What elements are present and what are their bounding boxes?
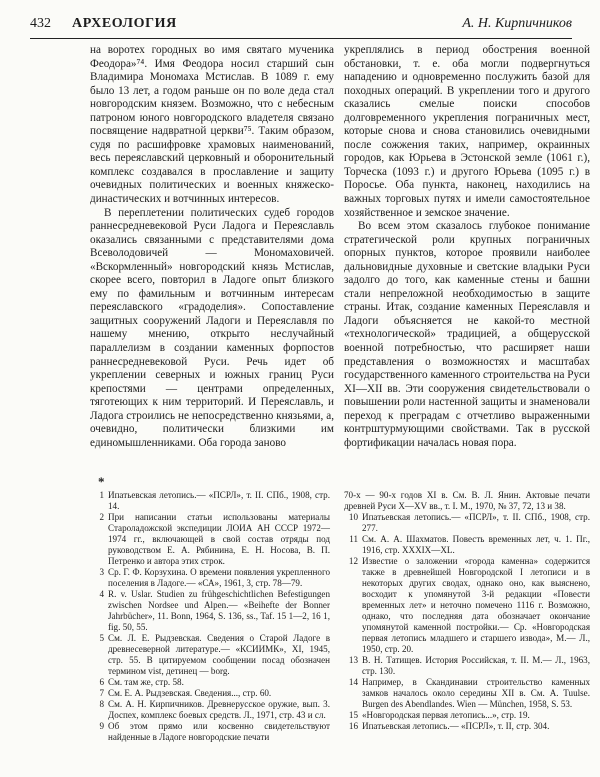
footnote-number: 8 bbox=[99, 699, 104, 709]
footnote bbox=[344, 556, 590, 655]
footnote-number: 13 bbox=[348, 655, 358, 665]
footnote-number: 15 bbox=[348, 710, 358, 720]
footnote-marker: * bbox=[98, 474, 105, 489]
footnote-text: Известие о заложении «города каменна» содержится также в древнейшей Новгородской I летописи и в некоторых других сводах, однако оно, как выяснено, восходит к упомянутой 3-й редакции «Повести временных лет» и неточно помечено 1116 г. Возможно, однако, что последняя дата обозначает окончание упомянутой каменной постройки.— Ср. «Новгородская первая летопись младшего и старшего извода», М.— Л., 1950, стр. 20. bbox=[362, 556, 590, 654]
page-number: 432 bbox=[30, 16, 51, 31]
paragraph: укреплялись в период обострения военной обстановки, т. е. оба могли подвергнуться нападению и одновременно послужить базой для походных операций. В укреплении того и другого сказались смелые поиски способов долговременного укрепления пограничных мест, которые снова и снова становились очевидными после сожжения таких, например, окраинных городов, как Юрьева в Эстонской земле (1061 г.), Торческа (1093 г.) и другого Юрьева (1095 г.) в Поросье. Оба пункта, наконец, находились на важных торговых путях и имели самостоятельное хозяйственное и земское значение. bbox=[344, 44, 590, 219]
footnote-number: 5 bbox=[99, 633, 104, 643]
footnote-number: 16 bbox=[348, 721, 358, 731]
footnote-number: 7 bbox=[99, 688, 104, 698]
footnote bbox=[90, 699, 330, 721]
footnote bbox=[344, 534, 590, 556]
footnote-text: Ипатьевская летопись.— «ПСРЛ», т. II. СПб., 1908, стр. 14. bbox=[108, 490, 330, 511]
footnote bbox=[344, 655, 590, 677]
footnote bbox=[90, 589, 330, 633]
footnote-text: Например, в Скандинавии строительство каменных замков началось около середины XII в. См. A. Tuulse. Burgen des Abendlandes. Wien — München, 1958, S. 53. bbox=[362, 677, 590, 709]
footnote-text: Ср. Г. Ф. Корзухина. О времени появления укрепленного поселения в Ладоге.— «СА», 1961, 3, стр. 78—79. bbox=[108, 567, 330, 588]
footnote-text: См. А. А. Шахматов. Повесть временных лет, ч. 1. Пг., 1916, стр. XXXIX—XL. bbox=[362, 534, 590, 555]
footnotes-left bbox=[90, 490, 330, 743]
footnote-text: См. Л. Е. Рыдзевская. Сведения о Старой Ладоге в древнесеверной литературе.— «КСИИМК», XI, 1945, стр. 55. В цитируемом сообщении посад обозначен термином vist, детинец — borg. bbox=[108, 633, 330, 676]
footnote bbox=[344, 721, 590, 732]
footnote bbox=[344, 710, 590, 721]
footnote-text: См. там же, стр. 58. bbox=[108, 677, 184, 687]
footnote-text: См. А. Н. Кирпичников. Древнерусское оружие, вып. 3. Доспех, комплекс боевых средств. Л., 1971, стр. 43 и сл. bbox=[108, 699, 330, 720]
footnote bbox=[90, 721, 330, 743]
paragraph: Во всем этом сказалось глубокое понимание стратегической роли крупных пограничных опорных пунктов, которое проявили наиболее дальновидные духовные и светские владыки Руси задолго до того, как каменные стены и башни стали непреложной необходимостью в защите страны. Итак, создание каменных Переяславля и Ладоги объясняется не какой-то местной «технологической» традицией, а общерусской военной потребностью, что расширяет наши представления о возможностях и масштабах государственного каменного строительства на Руси XI—XII вв. Эти сооружения свидетельствовали о повышении роли настенной защиты и знаменовали переход к преградам с отчетливо выраженными контрштурмующими свойствами. Так в русской фортификации началась новая пора. bbox=[344, 220, 590, 449]
footnote bbox=[90, 567, 330, 589]
body-column-right bbox=[344, 44, 590, 450]
footnote-text: См. Е. А. Рыдзевская. Сведения..., стр. 60. bbox=[108, 688, 272, 698]
author-name: А. Н. Кирпичников bbox=[462, 16, 572, 31]
footnote-number: 14 bbox=[348, 677, 358, 687]
footnote-text: В. Н. Татищев. История Российская, т. II. М.— Л., 1963, стр. 130. bbox=[362, 655, 590, 676]
footnote-number: 6 bbox=[99, 677, 104, 687]
footnote-text: Об этом прямо или косвенно свидетельствуют найденные в Ладоге новгородские печати bbox=[108, 721, 330, 742]
footnote-number: 2 bbox=[99, 512, 104, 522]
footnote-continuation: 70-х — 90-х годов XI в. См. В. Л. Янин. Актовые печати древней Руси X—XV вв., т. I. М., 1970, № 37, 72, 13 и 38. bbox=[344, 490, 590, 511]
paragraph: В переплетении политических судеб городов раннесредневековой Руси Ладога и Переяславль оказались связанными с представителями дома Всеволодовичей — Мономаховичей. «Вскормленный» новгородский князь Мстислав, скорее всего, повторил в Ладоге опыт близкого ему по фамильным и вотчинным интересам переяславского «градоделия». Сопоставление защитных сооружений Ладоги и Переяславля по нашему мнению, открыто неслучайный параллелизм в создании каменных форпостов раннесредневековой Руси. Речь идет об укреплении северных и южных границ Руси крепостями — центрами определенных, тяготеющих к ним территорий. И Переяславль, и Ладога строились не непосредственно князьями, а, очевидно, политически близкими им единомышленниками. Оба города заново bbox=[90, 206, 334, 449]
paragraph: на воротех городных во имя святаго мученика Феодора»⁷⁴. Имя Феодора носил старший сын Владимира Мономаха Мстислав. В 1089 г. ему было 13 лет, а годом раньше он по воле деда стал новгородским князем. Возможно, что с небесным патроном юного новгородского владетеля связано посвящение надвратной церкви⁷⁵. Таким образом, судя по расшифровке храмовых наименований, весь переяславский церковный и оборонительный комплекс создавался в прославление и защиту очевидных политических и военных княжеско-династических и вотчинных интересов. bbox=[90, 44, 334, 206]
footnote bbox=[90, 688, 330, 699]
footnote-number: 10 bbox=[348, 512, 358, 522]
page-header bbox=[30, 16, 572, 38]
footnote-text: При написании статьи использованы материалы Староладожской экспедиции ЛОИА АН СССР 1972—1974 гг., включающей в свой состав отряды под руководством Е. А. Рябинина, Е. Н. Носова, В. П. Петренко и автора этих строк. bbox=[108, 512, 330, 566]
footnote-number: 11 bbox=[349, 534, 358, 544]
footnotes-right bbox=[344, 490, 590, 732]
footnote-number: 9 bbox=[99, 721, 104, 731]
footnote bbox=[90, 633, 330, 677]
footnote-number: 1 bbox=[99, 490, 104, 500]
footnote bbox=[90, 512, 330, 567]
footnote-text: Ипатьевская летопись.— «ПСРЛ», т. II. СПб., 1908, стр. 277. bbox=[362, 512, 590, 533]
body-column-left bbox=[90, 44, 334, 450]
section-title: АРХЕОЛОГИЯ bbox=[72, 16, 177, 31]
footnote-number: 4 bbox=[99, 589, 104, 599]
footnote-text: R. v. Uslar. Studien zu frühgeschichtlichen Befestigungen zwischen Nordsee und Alpen.— «Beihefte der Bonner Jahrbücher», 11. Bonn, 1964, S. 136, ss., Taf. 15 1—2, 16 1, fig. 50, 55. bbox=[108, 589, 330, 632]
footnote-text: Ипатьевская летопись.— «ПСРЛ», т. II, стр. 304. bbox=[362, 721, 550, 731]
footnote bbox=[344, 677, 590, 710]
footnote-text: «Новгородская первая летопись...», стр. 19. bbox=[362, 710, 530, 720]
footnote bbox=[344, 512, 590, 534]
header-rule bbox=[30, 38, 572, 39]
footnote bbox=[90, 677, 330, 688]
footnote-number: 3 bbox=[99, 567, 104, 577]
footnote-number: 12 bbox=[348, 556, 358, 566]
footnote bbox=[90, 490, 330, 512]
